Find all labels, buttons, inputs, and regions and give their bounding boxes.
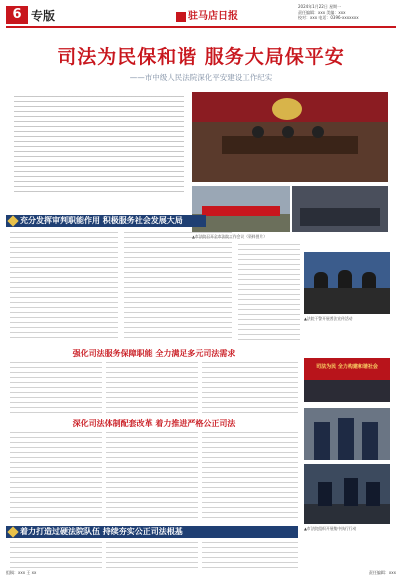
section-1-col-3 bbox=[238, 244, 300, 342]
officer-figure bbox=[338, 418, 354, 460]
paper-logo bbox=[176, 7, 250, 21]
section-3-col-3 bbox=[202, 432, 298, 522]
officer-figure bbox=[318, 482, 332, 506]
officer-figure bbox=[362, 422, 378, 460]
officers-photo bbox=[304, 408, 390, 460]
meta-line: 2024年1月22日 星期一 bbox=[298, 4, 342, 9]
banner-photo bbox=[304, 358, 390, 402]
meta-line: 校对：xxx 电话：0396-xxxxxxx bbox=[298, 15, 359, 20]
section-2-col-1 bbox=[10, 362, 102, 414]
judge-figure bbox=[312, 126, 324, 138]
person-figure bbox=[338, 270, 352, 288]
enforcement-photo bbox=[304, 464, 390, 524]
section-3-col-1 bbox=[10, 432, 102, 522]
footer-right: 责任编辑：xxx bbox=[368, 570, 396, 575]
officer-figure bbox=[314, 422, 330, 460]
section-marker-icon bbox=[7, 215, 18, 226]
banner-strip bbox=[202, 206, 280, 216]
section-header-3: 深化司法体制配套改革 着力推进严格公正司法 bbox=[72, 419, 236, 428]
person-figure bbox=[362, 272, 376, 288]
meta-line: 责任编辑：xxx 美编：xxx bbox=[298, 9, 346, 15]
section-header-1 bbox=[6, 215, 206, 227]
banner-text: 司法为民 全力构建和谐社会 bbox=[316, 364, 378, 370]
outdoor-photo bbox=[192, 186, 290, 232]
section-1-col-2 bbox=[124, 232, 232, 342]
top-photo-caption: ▲市法院召开全市法院工作会议（资料图片） bbox=[192, 234, 268, 239]
intro-text-lines bbox=[14, 96, 184, 192]
section-1-col-1 bbox=[10, 232, 118, 342]
section-title: 充分发挥审判职能作用 积极服务社会发展大局 bbox=[20, 216, 183, 225]
court-photo bbox=[192, 92, 388, 182]
masthead-meta bbox=[298, 4, 396, 21]
section-title: 着力打造过硬法院队伍 持续夯实公正司法根基 bbox=[20, 527, 183, 536]
crowd bbox=[304, 380, 390, 402]
section-header-4 bbox=[6, 526, 298, 538]
court-desk bbox=[222, 136, 358, 154]
judge-figure bbox=[252, 126, 264, 138]
article-headline: 司法为民保和谐 服务大局保平安 bbox=[57, 46, 345, 68]
section-2-col-2 bbox=[106, 362, 198, 414]
vehicle-photo bbox=[292, 186, 388, 232]
officer-figure bbox=[366, 482, 380, 506]
section-4-col-2 bbox=[106, 542, 198, 568]
outdoor-ground bbox=[192, 214, 290, 232]
section-4-col-1 bbox=[10, 542, 102, 568]
street bbox=[304, 504, 390, 524]
bottom-photo-caption: ▲市法院组织开展集中执行行动 bbox=[304, 526, 357, 531]
national-emblem-icon bbox=[272, 98, 302, 120]
meeting-photo bbox=[304, 252, 390, 314]
intro-text bbox=[14, 96, 184, 192]
page-footer bbox=[6, 570, 396, 578]
article-subheadline: ——市中级人民法院深化平安建设工作纪实 bbox=[129, 73, 273, 82]
person-figure bbox=[314, 272, 328, 288]
footer-left: 组稿：xxx 王 xx bbox=[6, 570, 37, 575]
mid-photo-caption: ▲法院干警开展普法宣传活动 bbox=[304, 316, 353, 321]
section-3-col-2 bbox=[106, 432, 198, 522]
judge-figure bbox=[282, 126, 294, 138]
section-marker-icon bbox=[7, 526, 18, 537]
section-4-col-3 bbox=[202, 542, 298, 568]
masthead-rule bbox=[6, 26, 396, 28]
meeting-table bbox=[304, 288, 390, 314]
paper-name: 驻马店日报 bbox=[188, 11, 238, 22]
logo-mark-icon bbox=[176, 12, 186, 22]
section-header-2: 强化司法服务保障职能 全力满足多元司法需求 bbox=[72, 349, 236, 358]
section-2-col-3 bbox=[202, 362, 298, 414]
page-number: 6 bbox=[6, 6, 28, 24]
section-label: 专版 bbox=[31, 9, 56, 23]
officer-figure bbox=[344, 478, 358, 506]
vehicle-row bbox=[300, 208, 380, 226]
